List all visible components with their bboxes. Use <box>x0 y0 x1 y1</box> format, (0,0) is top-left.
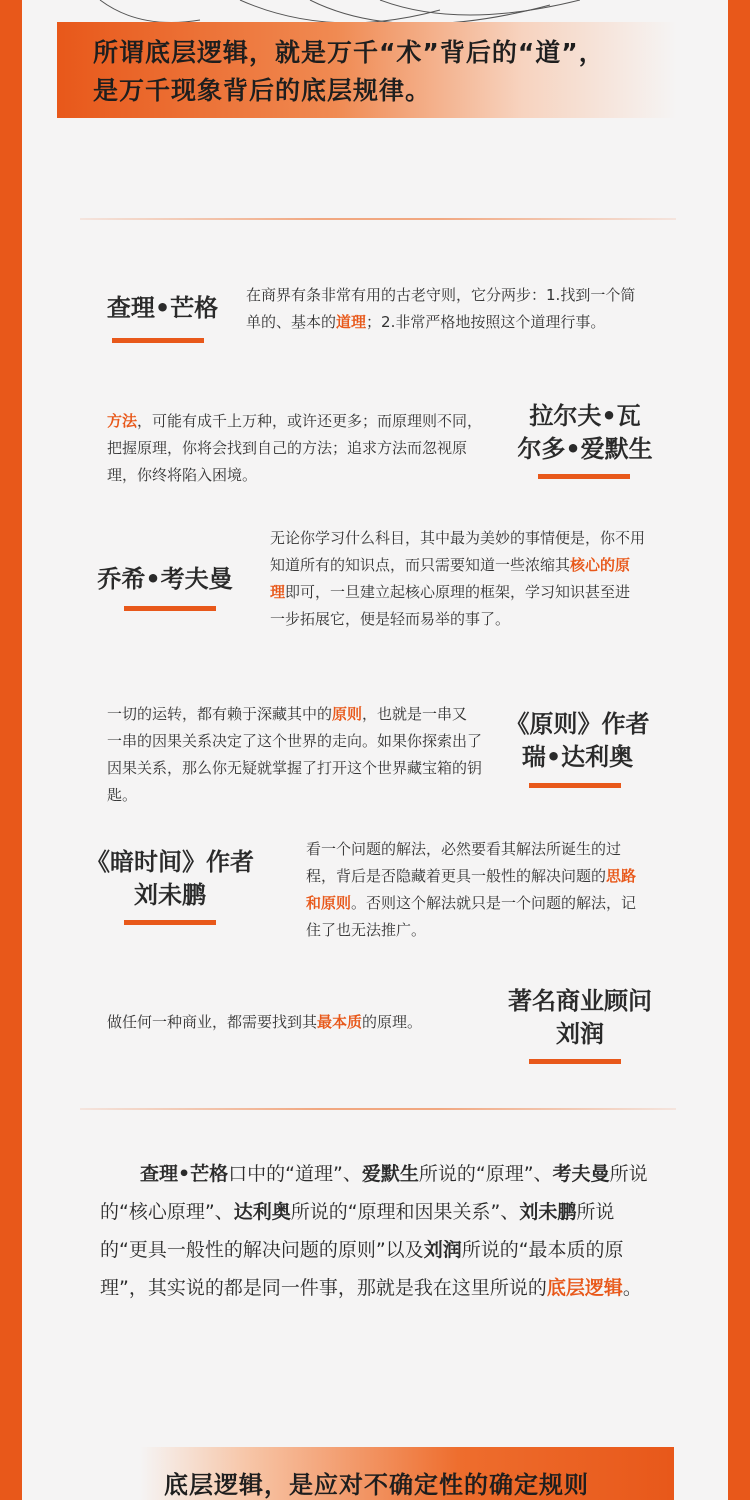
summary-text-segment: 所说的“原理和因果关系”、 <box>290 1201 520 1223</box>
highlighted-keyword: 原则 <box>332 705 363 723</box>
section-divider-bottom <box>80 1108 676 1110</box>
highlighted-keyword: 方法 <box>107 412 138 430</box>
person-name: 爱默生 <box>361 1163 419 1185</box>
author-name-line: 刘润 <box>556 1020 604 1048</box>
quote-author-name <box>485 985 675 1051</box>
quote-text-segment: 做任何一种商业，都需要找到其 <box>107 1013 318 1031</box>
summary-text-segment: 口中的“道理”、 <box>228 1163 362 1185</box>
quote-author-name <box>505 400 665 466</box>
author-name-line: 著名商业顾问 <box>508 987 652 1015</box>
bottom-banner-text: 底层逻辑，是应对不确定性的确定规则 <box>164 1471 589 1499</box>
author-underline <box>529 783 621 788</box>
quote-author-name <box>100 292 225 325</box>
quote-author-name <box>90 563 240 596</box>
author-underline <box>112 338 204 343</box>
author-name-line: 《暗时间》作者 <box>86 848 254 876</box>
highlighted-keyword: 底层逻辑 <box>546 1277 623 1299</box>
quote-text-segment: 在商界有条非常有用的古老守则，它分两步：1.找到一个简单的、基本的 <box>246 286 636 331</box>
highlighted-keyword: 最本质 <box>317 1013 363 1031</box>
bottom-banner <box>140 1447 674 1500</box>
author-name-line: 查理•芒格 <box>106 294 219 322</box>
quote-text-segment: 一切的运转，都有赖于深藏其中的 <box>107 705 333 723</box>
quote-text-segment: 即可，一旦建立起核心原理的框架，学习知识甚至进一步拓展它，便是轻而易举的事了。 <box>270 583 631 628</box>
section-divider-top <box>80 218 676 220</box>
banner-line-1: 所谓底层逻辑，就是万千“术”背后的“道”， <box>93 38 605 67</box>
author-name-line: 《原则》作者 <box>505 710 650 738</box>
author-name-line: 刘未鹏 <box>134 881 206 909</box>
quote-text-segment: ，可能有成千上万种，或许还更多；而原理则不同，把握原理，你将会找到自己的方法；追求方法而忽视原理，你终将陷入困境。 <box>107 412 483 484</box>
quote-text <box>246 282 646 336</box>
top-banner <box>57 22 677 118</box>
person-name: 刘未鹏 <box>519 1201 577 1223</box>
summary-text-segment: 。 <box>622 1277 642 1299</box>
person-name: 查理•芒格 <box>140 1163 229 1185</box>
quote-text <box>107 408 492 489</box>
summary-text-segment: 所说的“更具一般性的解决问题的原则”以及 <box>100 1201 615 1261</box>
quote-author-name <box>85 846 255 912</box>
highlighted-keyword: 核心的原理 <box>270 556 631 601</box>
quote-text-segment: 。否则这个解法就只是一个问题的解法，记住了也无法推广。 <box>306 894 637 939</box>
quote-author-name <box>495 708 660 774</box>
author-underline <box>124 606 216 611</box>
banner-line-2: 是万千现象背后的底层规律。 <box>93 76 432 105</box>
summary-paragraph <box>100 1155 655 1307</box>
summary-text-segment: 所说的“核心原理”、 <box>100 1163 648 1223</box>
quote-text-segment: 无论你学习什么科目，其中最为美妙的事情便是，你不用知道所有的知识点，而只需要知道一些浓缩其 <box>270 529 646 574</box>
author-name-line: 尔多•爱默生 <box>517 435 653 463</box>
author-underline <box>538 474 630 479</box>
highlighted-keyword: 道理 <box>336 313 367 331</box>
quote-text <box>107 1009 487 1036</box>
author-name-line: 瑞•达利奥 <box>521 743 634 771</box>
author-underline <box>124 920 216 925</box>
quote-text-segment: ；2.非常严格地按照这个道理行事。 <box>366 313 606 331</box>
person-name: 考夫曼 <box>552 1163 610 1185</box>
left-orange-border <box>0 0 22 1500</box>
quote-text <box>270 525 645 633</box>
summary-text-segment: 所说的“最本质的原理”，其实说的都是同一件事，那就是我在这里所说的 <box>100 1239 624 1299</box>
summary-text-segment: 所说的“原理”、 <box>418 1163 553 1185</box>
author-name-line: 乔希•考夫曼 <box>97 565 233 593</box>
highlighted-keyword: 思路和原则 <box>306 867 637 912</box>
quote-text <box>107 701 482 809</box>
author-underline <box>529 1059 621 1064</box>
person-name: 刘润 <box>423 1239 462 1261</box>
quote-text-segment: ，也就是一串又一串的因果关系决定了这个世界的走向。如果你探索出了因果关系，那么你无疑就掌握了打开这个世界藏宝箱的钥匙。 <box>107 705 483 804</box>
person-name: 达利奥 <box>233 1201 291 1223</box>
author-name-line: 拉尔夫•瓦 <box>529 402 641 430</box>
quote-text-segment: 的原理。 <box>362 1013 423 1031</box>
right-orange-border <box>728 0 750 1500</box>
quote-text-segment: 看一个问题的解法，必然要看其解法所诞生的过程，背后是否隐藏着更具一般性的解决问题的 <box>306 840 622 885</box>
quote-text <box>306 836 646 944</box>
